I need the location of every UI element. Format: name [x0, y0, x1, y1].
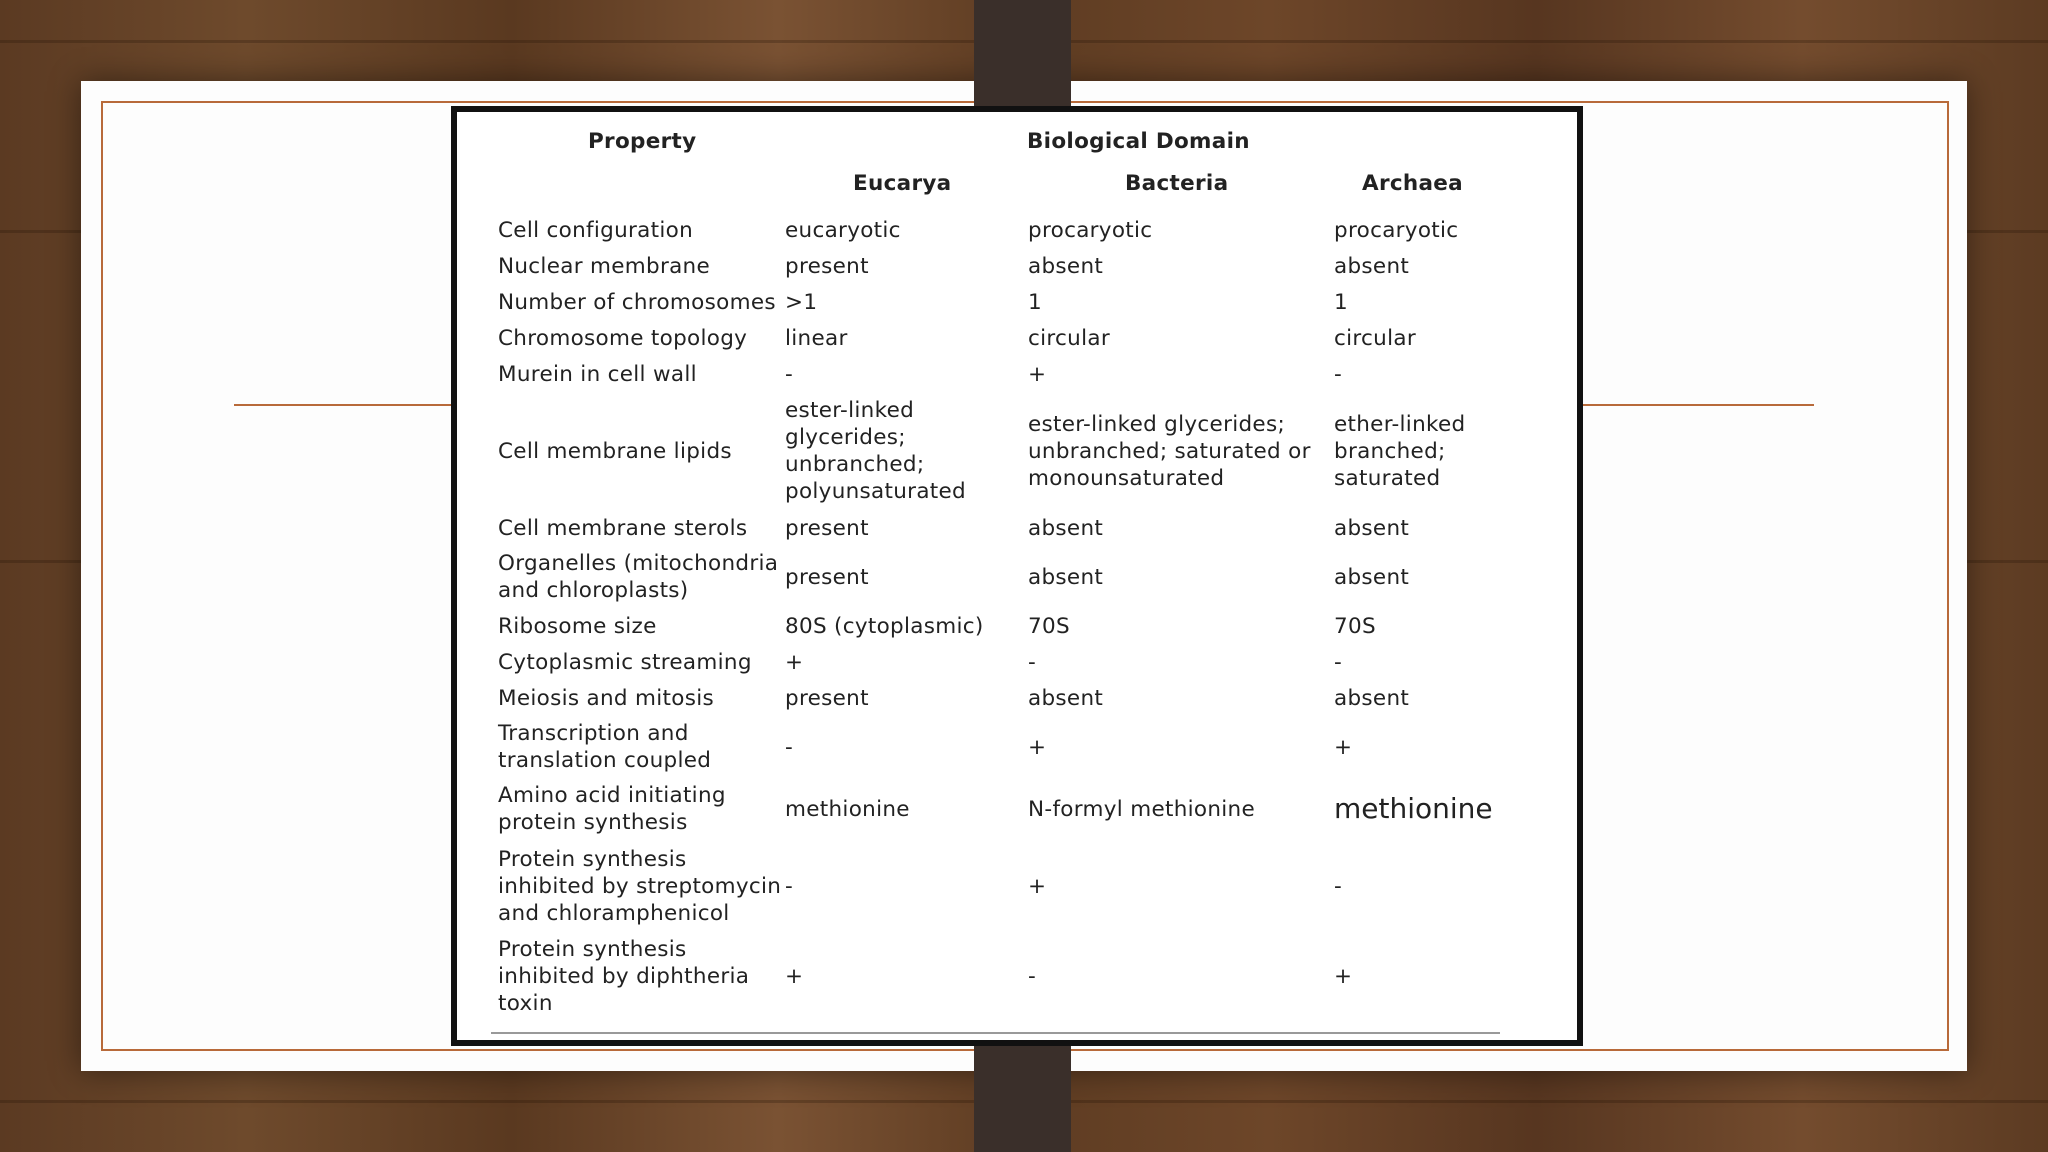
cell-line: Meiosis and mitosis	[498, 685, 714, 711]
cell-line: Protein synthesis	[498, 936, 687, 962]
cell-line: +	[1028, 361, 1047, 387]
cell-line: methionine	[785, 796, 910, 822]
table-cell-bacteria	[1028, 361, 1046, 388]
cell-line: Nuclear membrane	[498, 253, 711, 279]
table-cell-property	[498, 685, 714, 712]
cell-line: absent	[1028, 253, 1104, 279]
table-cell-property	[498, 613, 657, 640]
table-cell-bacteria	[1028, 515, 1103, 542]
cell-line: present	[785, 253, 869, 279]
table-cell-property	[498, 550, 778, 604]
table-cell-property	[498, 289, 776, 316]
table-cell-property	[498, 515, 747, 542]
table-cell-bacteria	[1028, 796, 1255, 823]
cell-line: inhibited by streptomycin	[498, 873, 782, 899]
cell-line: 70S	[1028, 613, 1070, 639]
cell-line: -	[1334, 361, 1343, 387]
cell-line: +	[1028, 734, 1047, 760]
cell-line: unbranched;	[785, 452, 925, 477]
cell-line: Amino acid initiating	[498, 783, 726, 808]
table-cell-eucarya	[785, 397, 966, 505]
column-header-eucarya: Eucarya	[853, 171, 952, 196]
cell-line: Cell membrane lipids	[498, 438, 732, 464]
cell-line: procaryotic	[1028, 217, 1153, 243]
cell-line: methionine	[1334, 792, 1493, 825]
cell-line: absent	[1334, 515, 1410, 541]
comparison-table	[451, 106, 1583, 1046]
table-cell-property	[498, 438, 732, 465]
table-cell-eucarya	[785, 649, 803, 676]
table-cell-bacteria	[1028, 411, 1311, 492]
table-cell-eucarya	[785, 613, 984, 640]
cell-line: present	[785, 515, 869, 541]
table-cell-property	[498, 782, 726, 836]
table-cell-archaea	[1334, 217, 1458, 244]
table-cell-property	[498, 720, 711, 774]
table-cell-archaea	[1334, 564, 1409, 591]
cell-line: >1	[785, 289, 818, 315]
cell-line: and chloroplasts)	[498, 578, 689, 603]
table-cell-archaea	[1334, 685, 1409, 712]
table-cell-archaea	[1334, 411, 1465, 492]
cell-line: Organelles (mitochondria	[498, 551, 779, 576]
cell-line: saturated	[1334, 465, 1441, 491]
cell-line: toxin	[498, 990, 553, 1016]
table-cell-property	[498, 846, 781, 927]
table-cell-archaea	[1334, 325, 1416, 352]
cell-line: present	[785, 685, 869, 711]
decorative-rule-left	[234, 404, 454, 406]
cell-line: absent	[1028, 515, 1104, 541]
cell-line: monounsaturated	[1028, 465, 1225, 491]
cell-line: Protein synthesis	[498, 846, 687, 872]
table-cell-property	[498, 936, 749, 1017]
table-cell-eucarya	[785, 515, 869, 542]
cell-line: present	[785, 564, 869, 590]
table-cell-bacteria	[1028, 564, 1103, 591]
cell-line: +	[785, 963, 804, 989]
table-cell-eucarya	[785, 685, 869, 712]
cell-line: N-formyl methionine	[1028, 796, 1256, 822]
table-bottom-rule	[491, 1032, 1500, 1034]
table-cell-eucarya	[785, 963, 803, 990]
cell-line: +	[1028, 873, 1047, 899]
table-cell-property	[498, 253, 710, 280]
table-cell-bacteria	[1028, 289, 1042, 316]
table-cell-bacteria	[1028, 963, 1036, 990]
cell-line: Murein in cell wall	[498, 361, 697, 387]
table-cell-archaea	[1334, 253, 1409, 280]
binder-post-top	[974, 0, 1071, 106]
cell-line: eucaryotic	[785, 217, 901, 243]
table-cell-bacteria	[1028, 685, 1103, 712]
table-cell-bacteria	[1028, 253, 1103, 280]
cell-line: 1	[1028, 289, 1042, 315]
cell-line: Chromosome topology	[498, 325, 748, 351]
binder-post-bottom	[974, 1046, 1071, 1152]
cell-line: +	[1334, 963, 1353, 989]
cell-line: ester-linked glycerides;	[1028, 411, 1286, 437]
table-cell-eucarya	[785, 361, 793, 388]
cell-line: procaryotic	[1334, 217, 1459, 243]
table-cell-archaea	[1334, 649, 1342, 676]
cell-line: absent	[1334, 564, 1410, 590]
cell-line: absent	[1334, 685, 1410, 711]
cell-line: Cytoplasmic streaming	[498, 649, 752, 675]
cell-line: -	[785, 734, 794, 760]
cell-line: 80S (cytoplasmic)	[785, 613, 984, 639]
cell-line: Cell configuration	[498, 217, 694, 243]
cell-line: protein synthesis	[498, 810, 688, 835]
cell-line: -	[785, 873, 794, 899]
cell-line: -	[1334, 649, 1343, 675]
column-header-archaea: Archaea	[1362, 171, 1463, 196]
table-cell-bacteria	[1028, 613, 1070, 640]
table-cell-archaea	[1334, 515, 1409, 542]
cell-line: absent	[1028, 685, 1104, 711]
cell-line: Transcription and	[498, 721, 689, 746]
cell-line: circular	[1334, 325, 1416, 351]
table-cell-property	[498, 649, 752, 676]
table-cell-archaea	[1334, 963, 1352, 990]
table-cell-archaea	[1334, 873, 1342, 900]
table-cell-archaea	[1334, 734, 1352, 761]
cell-line: Number of chromosomes	[498, 289, 776, 315]
table-cell-property	[498, 325, 747, 352]
table-cell-eucarya	[785, 253, 869, 280]
cell-line: absent	[1028, 564, 1104, 590]
table-cell-archaea	[1334, 361, 1342, 388]
cell-line: -	[1028, 963, 1037, 989]
table-cell-property	[498, 217, 693, 244]
table-cell-eucarya	[785, 564, 869, 591]
table-cell-eucarya	[785, 325, 848, 352]
cell-line: 1	[1334, 289, 1348, 315]
table-cell-archaea	[1334, 792, 1493, 826]
domain-header: Biological Domain	[1027, 129, 1250, 154]
cell-line: absent	[1334, 253, 1410, 279]
cell-line: branched;	[1334, 438, 1446, 464]
cell-line: 70S	[1334, 613, 1376, 639]
table-cell-archaea	[1334, 289, 1348, 316]
cell-line: and chloramphenicol	[498, 900, 730, 926]
cell-line: +	[785, 649, 804, 675]
cell-line: Ribosome size	[498, 613, 657, 639]
cell-line: circular	[1028, 325, 1110, 351]
cell-line: Cell membrane sterols	[498, 515, 748, 541]
table-cell-bacteria	[1028, 217, 1152, 244]
cell-line: -	[1028, 649, 1037, 675]
cell-line: polyunsaturated	[785, 479, 967, 504]
decorative-rule-right	[1581, 404, 1814, 406]
column-header-bacteria: Bacteria	[1125, 171, 1229, 196]
cell-line: unbranched; saturated or	[1028, 438, 1311, 464]
cell-line: inhibited by diphtheria	[498, 963, 750, 989]
table-cell-property	[498, 361, 697, 388]
table-cell-bacteria	[1028, 734, 1046, 761]
cell-line: translation coupled	[498, 748, 712, 773]
table-cell-bacteria	[1028, 649, 1036, 676]
cell-line: ester-linked	[785, 398, 915, 423]
table-cell-eucarya	[785, 873, 793, 900]
table-cell-bacteria	[1028, 325, 1110, 352]
table-cell-eucarya	[785, 217, 901, 244]
cell-line: +	[1334, 734, 1353, 760]
table-cell-archaea	[1334, 613, 1376, 640]
cell-line: -	[1334, 873, 1343, 899]
table-cell-bacteria	[1028, 873, 1046, 900]
property-header: Property	[588, 129, 697, 154]
cell-line: glycerides;	[785, 425, 906, 450]
cell-line: linear	[785, 325, 848, 351]
table-cell-eucarya	[785, 289, 817, 316]
cell-line: ether-linked	[1334, 411, 1466, 437]
table-cell-eucarya	[785, 734, 793, 761]
table-cell-eucarya	[785, 796, 910, 823]
cell-line: -	[785, 361, 794, 387]
